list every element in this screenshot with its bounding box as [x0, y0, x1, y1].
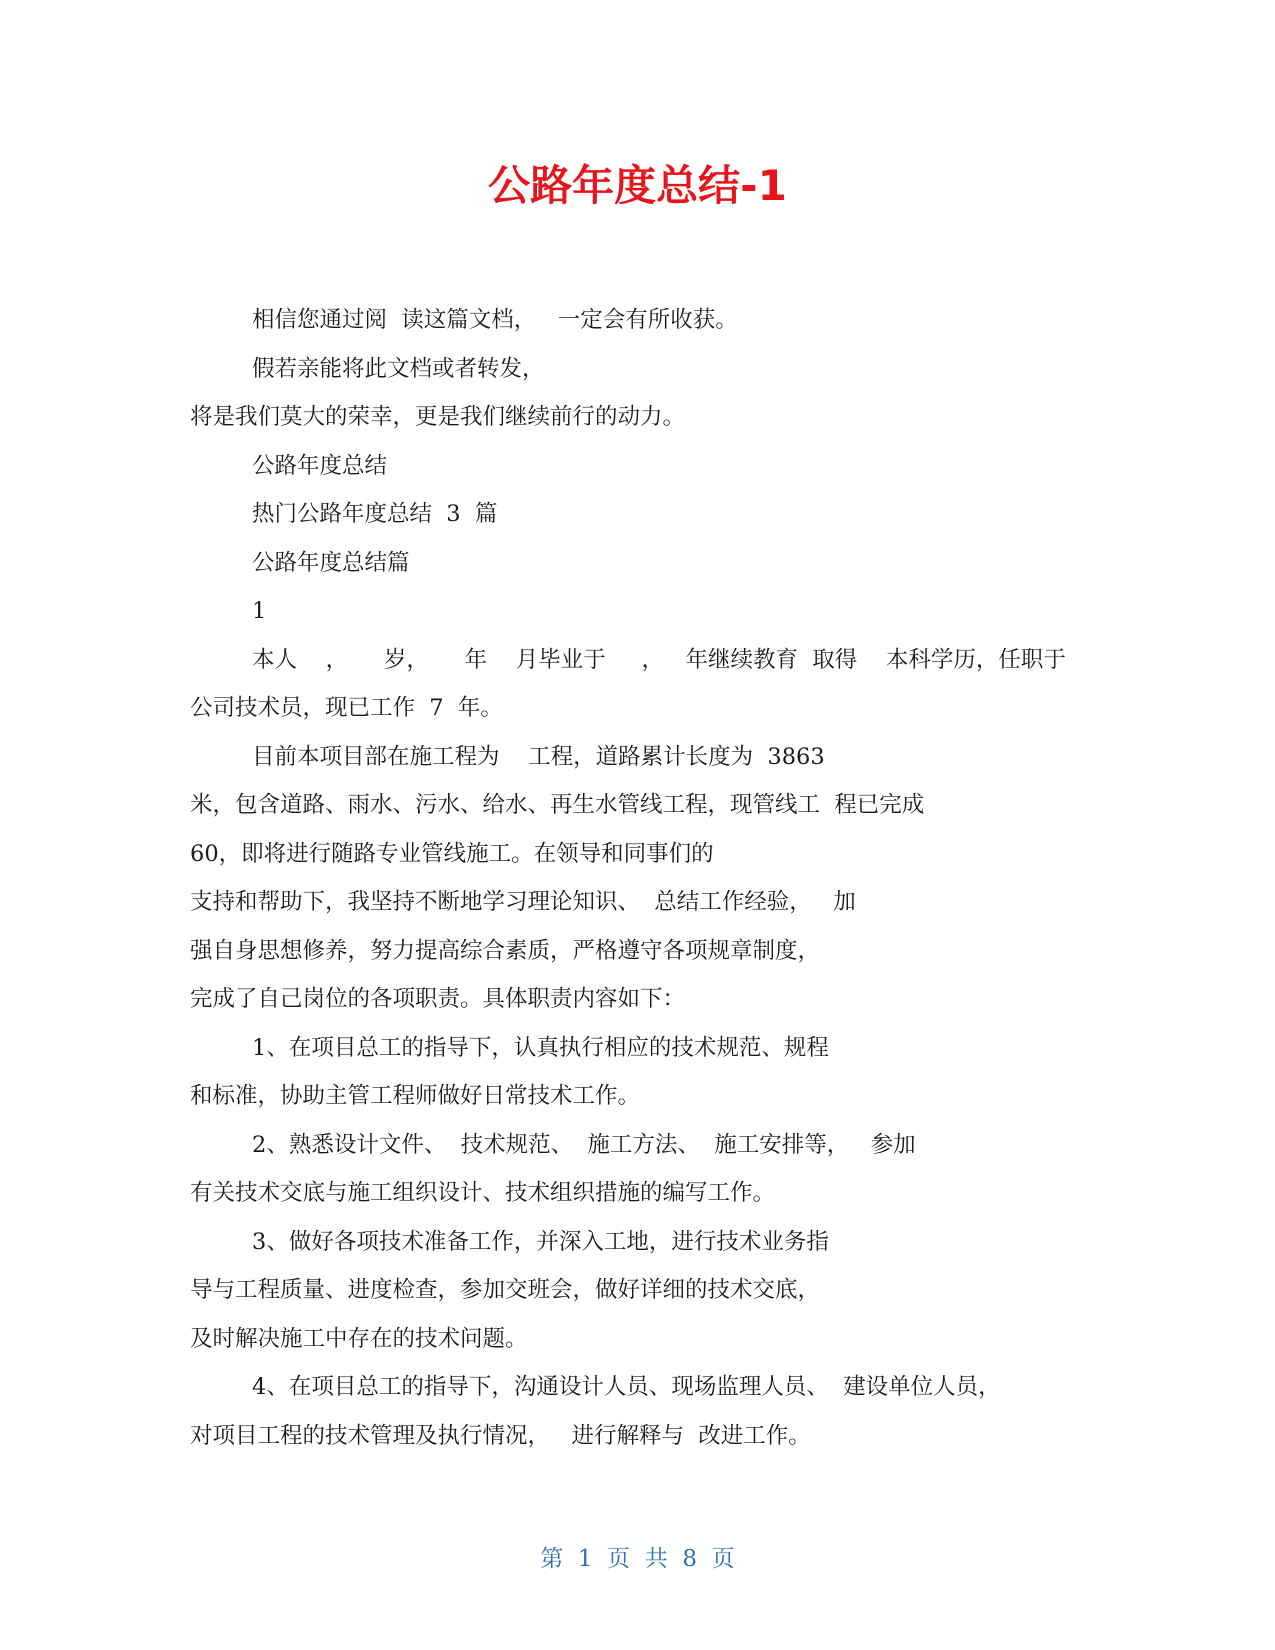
paragraph-line: 公司技术员，现已工作 7 年。	[190, 695, 503, 721]
document-title: 公路年度总结-1	[488, 161, 787, 210]
paragraph-line: 强自身思想修养，努力提高综合素质，严格遵守各项规章制度，	[190, 937, 821, 964]
paragraph-line: 公路年度总结篇	[252, 549, 410, 576]
paragraph-line: 1、在项目总工的指导下，认真执行相应的技术规范、规程	[252, 1034, 829, 1061]
paragraph-line: 目前本项目部在施工程为 工程，道路累计长度为 3863	[252, 743, 825, 770]
document-body	[190, 296, 1090, 1460]
paragraph-line: 导与工程质量、进度检查，参加交班会，做好详细的技术交底，	[190, 1277, 821, 1303]
paragraph-line: 和标准，协助主管工程师做好日常技术工作。	[190, 1083, 641, 1109]
paragraph-line: 对项目工程的技术管理及执行情况， 进行解释与 改进工作。	[190, 1422, 811, 1449]
paragraph-line: 公路年度总结	[252, 452, 388, 479]
paragraph-line: 1	[252, 598, 267, 624]
paragraph-line: 及时解决施工中存在的技术问题。	[190, 1325, 528, 1352]
paragraph-line: 米，包含道路、雨水、污水、给水、再生水管线工程，现管线工 程已完成	[190, 792, 925, 818]
paragraph-line: 本人 ， 岁， 年 月毕业于 ， 年继续教育 取得 本科学历，任职于	[252, 646, 1066, 673]
paragraph-line: 2、熟悉设计文件、 技术规范、 施工方法、 施工安排等， 参加	[252, 1131, 916, 1158]
paragraph-line: 4、在项目总工的指导下，沟通设计人员、现场监理人员、 建设单位人员，	[252, 1374, 1001, 1400]
paragraph-line: 60，即将进行随路专业管线施工。在领导和同事们的	[190, 840, 714, 867]
paragraph-line: 将是我们莫大的荣幸，更是我们继续前行的动力。	[190, 404, 686, 430]
paragraph-line: 完成了自己岗位的各项职责。具体职责内容如下：	[190, 986, 686, 1012]
paragraph-line: 有关技术交底与施工组织设计、技术组织措施的编写工作。	[190, 1180, 776, 1206]
paragraph-line: 假若亲能将此文档或者转发，	[252, 355, 545, 382]
paragraph-line: 热门公路年度总结 3 篇	[252, 501, 498, 527]
paragraph-line: 相信您通过阅 读这篇文档， 一定会有所收获。	[252, 307, 738, 333]
paragraph-line: 支持和帮助下，我坚持不断地学习理论知识、 总结工作经验， 加	[190, 889, 856, 915]
paragraph-line: 3、做好各项技术准备工作，并深入工地，进行技术业务指	[252, 1228, 829, 1255]
page-number-footer: 第 1 页 共 8 页	[540, 1546, 735, 1572]
